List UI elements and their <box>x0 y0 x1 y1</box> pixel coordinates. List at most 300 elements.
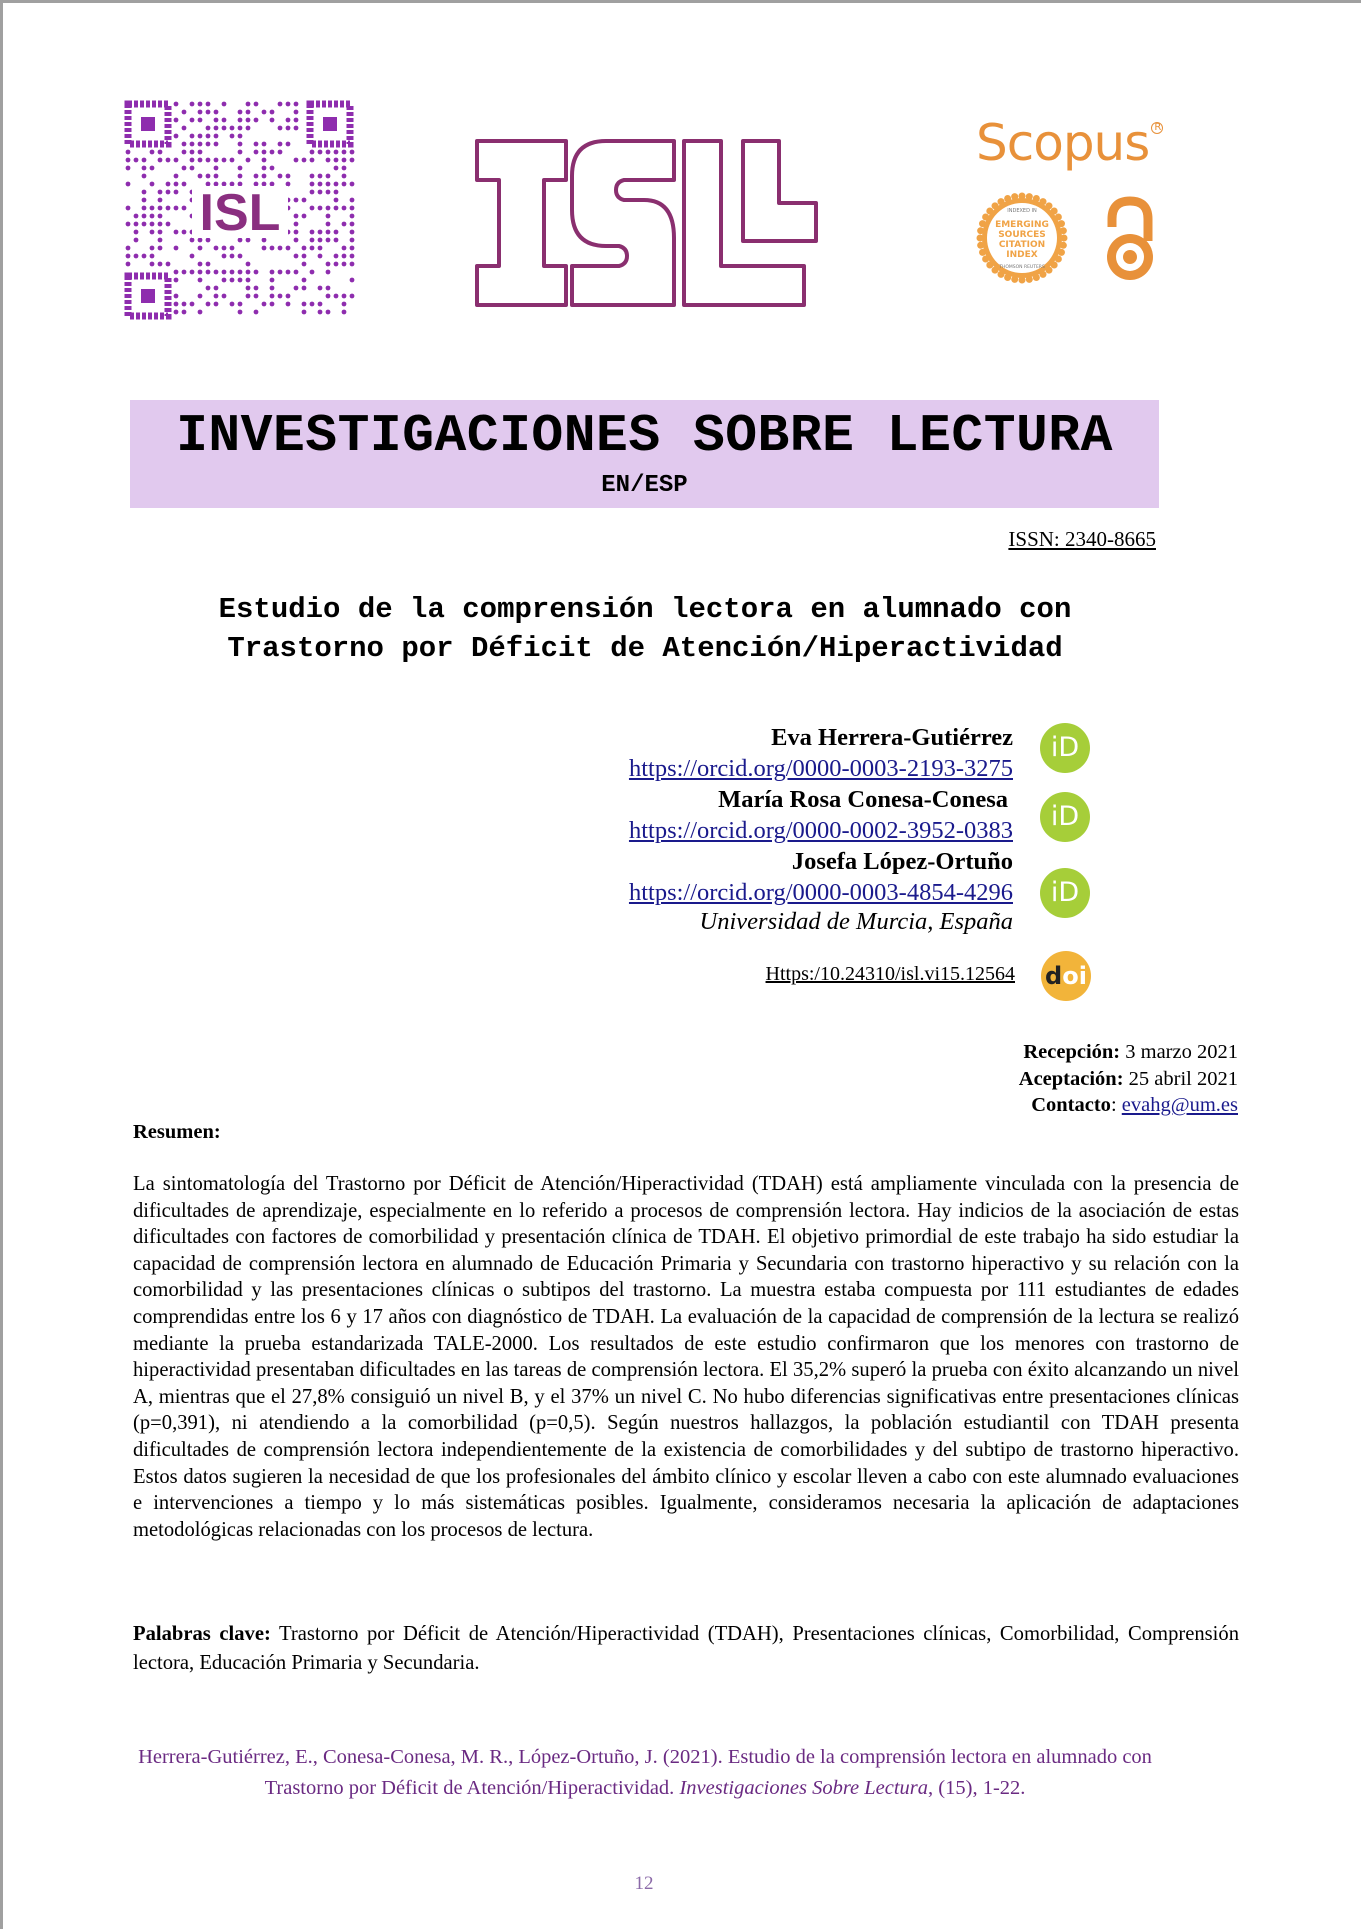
qr-module <box>174 246 179 251</box>
qr-module <box>142 174 147 179</box>
qr-module <box>350 222 355 227</box>
qr-module <box>246 126 251 131</box>
qr-module <box>214 246 219 251</box>
qr-module <box>150 230 155 235</box>
qr-module <box>254 150 259 155</box>
qr-module <box>286 302 291 307</box>
qr-module <box>318 150 323 155</box>
citation-journal: Investigaciones Sobre Lectura <box>679 1777 929 1799</box>
qr-module <box>334 150 339 155</box>
qr-module <box>326 214 331 219</box>
doi-icon[interactable] <box>1041 951 1091 1001</box>
qr-module <box>310 158 315 163</box>
keywords-label: Palabras clave: <box>133 1623 271 1645</box>
qr-module <box>174 206 179 211</box>
qr-module <box>342 246 347 251</box>
isl-logo <box>474 138 876 308</box>
qr-module <box>142 166 147 171</box>
qr-module <box>126 158 131 163</box>
qr-module <box>318 286 323 291</box>
qr-module <box>126 166 131 171</box>
qr-module <box>246 278 251 283</box>
qr-module <box>326 310 331 315</box>
qr-module <box>222 270 227 275</box>
qr-module <box>174 174 179 179</box>
citation-authors-title: Herrera-Gutiérrez, E., Conesa-Conesa, M. R., López-Ortuño, J. (2021). Estudio de la comprensión lectora en alumnado con Trastorno por Déficit de Atención/Hiperactividad. <box>138 1746 1152 1799</box>
qr-module <box>278 294 283 299</box>
qr-module <box>198 246 203 251</box>
abstract-text: La sintomatología del Trastorno por Déficit de Atención/Hiperactividad (TDAH) está ampliamente vinculada con la presencia de dificultades de aprendizaje, especialmente en lo referido a procesos de comprensión lectora. Hay indicios de la asociación de estas dificultades con factores de comorbilidad y presentación clínica de TDAH. El objetivo primordial de este trabajo ha sido estudiar la capacidad de comprensión lectora en alumnado de Educación Primaria y Secundaria con trastorno hiperactivo y su relación con la comorbilidad y las presentaciones clínicas o subtipos del trastorno. La muestra estaba compuesta por 111 estudiantes de edades comprendidas entre los 6 y 17 años con diagnóstico de TDAH. La evaluación de la capacidad de comprensión de la lectura se realizó mediante la prueba estandarizada TALE-2000. Los resultados de este estudio confirmaron que los menores con trastorno de hiperactividad presentaban dificultades en las tareas de comprensión lectora. El 35,2% superó la prueba con éxito alcanzando un nivel A, mientras que el 27,8% consiguió un nivel B, y el 37% un nivel C. No hubo diferencias significativas entre presentaciones clínicas (p=0,391), ni atendiendo a la comorbilidad (p=0,5). Según nuestros hallazgos, la población estudiantil con TDAH presenta dificultades de comprensión lectora independientemente de la existencia de comorbilidades y del subtipo de trastorno hiperactivo. Estos datos sugieren la necesidad de que los profesionales del ámbito clínico y escolar lleven a cabo con este alumnado evaluaciones e intervenciones a tiempo y lo más sistemáticas posibles. Igualmente, consideramos necesaria la aplicación de adaptaciones metodológicas relacionadas con los procesos de lectura. <box>133 1173 1239 1541</box>
esci-bottom-text: THOMSON REUTERS <box>999 265 1045 270</box>
qr-module <box>182 182 187 187</box>
qr-module <box>294 118 299 123</box>
qr-module <box>134 230 139 235</box>
qr-module <box>222 126 227 131</box>
qr-module <box>150 166 155 171</box>
qr-module <box>198 142 203 147</box>
qr-module <box>342 150 347 155</box>
qr-module <box>254 294 259 299</box>
qr-module <box>246 102 251 107</box>
qr-module <box>278 126 283 131</box>
qr-module <box>158 158 163 163</box>
qr-module <box>214 118 219 123</box>
qr-module <box>198 118 203 123</box>
orcid-link[interactable]: https://orcid.org/0000-0003-4854-4296 <box>628 879 1013 906</box>
author-name: Eva Herrera-Gutiérrez <box>771 724 1013 751</box>
qr-module <box>214 270 219 275</box>
author-2-orcid-row <box>629 815 1013 846</box>
journal-language: EN/ESP <box>601 472 688 499</box>
qr-module <box>246 294 251 299</box>
qr-module <box>302 262 307 267</box>
qr-module <box>318 246 323 251</box>
qr-module <box>294 286 299 291</box>
qr-module <box>222 294 227 299</box>
author-1 <box>629 722 1013 784</box>
qr-module <box>190 142 195 147</box>
qr-module <box>262 142 267 147</box>
qr-module <box>302 254 307 259</box>
qr-module <box>214 134 219 139</box>
qr-module <box>230 134 235 139</box>
qr-module <box>310 270 315 275</box>
qr-module <box>214 126 219 131</box>
qr-module <box>166 158 171 163</box>
qr-module <box>206 158 211 163</box>
qr-module <box>142 198 147 203</box>
qr-module <box>318 302 323 307</box>
qr-module <box>350 230 355 235</box>
qr-module <box>254 270 259 275</box>
qr-module <box>174 134 179 139</box>
qr-module <box>326 294 331 299</box>
author-name: María Rosa Conesa-Conesa <box>718 786 1008 813</box>
contact-email-link[interactable]: evahg@um.es <box>1121 1094 1238 1116</box>
qr-module <box>326 190 331 195</box>
qr-module <box>334 262 339 267</box>
qr-code-icon[interactable] <box>114 90 364 330</box>
scopus-logo <box>976 114 1161 172</box>
qr-module <box>254 310 259 315</box>
qr-module <box>262 166 267 171</box>
orcid-icon[interactable]: iD <box>1040 792 1090 842</box>
qr-module <box>302 310 307 315</box>
qr-module <box>270 166 275 171</box>
qr-module <box>246 262 251 267</box>
qr-module <box>350 198 355 203</box>
qr-module <box>230 278 235 283</box>
acceptance-date <box>1019 1068 1238 1091</box>
qr-module <box>206 302 211 307</box>
qr-module <box>294 254 299 259</box>
qr-module <box>126 182 131 187</box>
qr-module <box>206 286 211 291</box>
qr-module <box>318 230 323 235</box>
qr-module <box>230 126 235 131</box>
qr-module <box>166 222 171 227</box>
citation-issue: , (15), 1-22. <box>928 1777 1026 1799</box>
qr-module <box>190 254 195 259</box>
qr-module <box>142 254 147 259</box>
orcid-link[interactable]: https://orcid.org/0000-0003-2193-3275 <box>628 755 1013 782</box>
orcid-link[interactable]: https://orcid.org/0000-0002-3952-0383 <box>628 817 1013 844</box>
qr-module <box>174 294 179 299</box>
qr-module <box>294 158 299 163</box>
qr-module <box>222 102 227 107</box>
qr-module <box>158 262 163 267</box>
qr-module <box>182 150 187 155</box>
doi-icon-d: d <box>1045 962 1063 990</box>
qr-module <box>182 270 187 275</box>
qr-module <box>182 166 187 171</box>
qr-module <box>326 182 331 187</box>
open-access-lock-icon <box>1102 195 1158 285</box>
qr-module <box>278 142 283 147</box>
qr-module <box>310 246 315 251</box>
acceptance-value: 25 abril 2021 <box>1128 1068 1238 1090</box>
qr-module <box>294 110 299 115</box>
qr-module <box>190 270 195 275</box>
isl-logo-letter-small-l <box>743 141 816 241</box>
journal-title: INVESTIGACIONES SOBRE LECTURA <box>176 406 1113 466</box>
qr-module <box>318 190 323 195</box>
qr-module <box>342 222 347 227</box>
qr-module <box>182 206 187 211</box>
qr-module <box>190 150 195 155</box>
qr-module <box>334 238 339 243</box>
author-name: Josefa López-Ortuño <box>791 848 1013 875</box>
qr-module <box>342 206 347 211</box>
qr-module <box>142 158 147 163</box>
qr-module <box>310 230 315 235</box>
scopus-label: Scopus <box>976 114 1150 172</box>
qr-module <box>326 230 331 235</box>
doi-link[interactable]: Https:/10.24310/isl.vi15.12564 <box>765 963 1015 985</box>
qr-module <box>214 286 219 291</box>
qr-module <box>254 142 259 147</box>
qr-module <box>230 254 235 259</box>
contact: Contacto: evahg@um.es <box>1031 1094 1238 1116</box>
qr-module <box>318 238 323 243</box>
qr-module <box>286 126 291 131</box>
qr-module <box>198 150 203 155</box>
reception-value: 3 marzo 2021 <box>1125 1041 1238 1063</box>
qr-module <box>326 158 331 163</box>
qr-module <box>278 246 283 251</box>
qr-module <box>270 270 275 275</box>
qr-module <box>238 270 243 275</box>
citation <box>120 1742 1170 1804</box>
qr-isl-label: ISL <box>199 184 281 242</box>
qr-module <box>174 302 179 307</box>
qr-module <box>214 174 219 179</box>
qr-module <box>318 310 323 315</box>
qr-module <box>238 110 243 115</box>
qr-module <box>350 238 355 243</box>
qr-module <box>198 262 203 267</box>
acceptance-label: Aceptación: <box>1018 1068 1124 1090</box>
qr-module <box>318 182 323 187</box>
qr-module <box>126 206 131 211</box>
qr-module <box>270 294 275 299</box>
qr-module <box>350 294 355 299</box>
qr-module <box>262 302 267 307</box>
qr-module <box>270 110 275 115</box>
qr-module <box>182 110 187 115</box>
contact-label: Contacto <box>1031 1094 1111 1116</box>
qr-module <box>270 278 275 283</box>
qr-module <box>270 246 275 251</box>
qr-module <box>270 302 275 307</box>
reception-label: Recepción: <box>1023 1041 1121 1063</box>
qr-module <box>206 142 211 147</box>
qr-module <box>254 118 259 123</box>
qr-module <box>334 166 339 171</box>
qr-module <box>350 246 355 251</box>
qr-module <box>134 214 139 219</box>
qr-module <box>222 158 227 163</box>
qr-module <box>246 158 251 163</box>
qr-module <box>334 158 339 163</box>
qr-module <box>246 118 251 123</box>
qr-module <box>238 126 243 131</box>
qr-module <box>134 222 139 227</box>
qr-module <box>182 142 187 147</box>
qr-module <box>174 270 179 275</box>
qr-module <box>206 110 211 115</box>
qr-module <box>166 262 171 267</box>
qr-module <box>302 302 307 307</box>
esci-line-1: EMERGING <box>995 220 1049 230</box>
qr-module <box>174 230 179 235</box>
qr-module <box>310 150 315 155</box>
qr-module <box>126 254 131 259</box>
qr-module <box>198 158 203 163</box>
qr-module <box>254 102 259 107</box>
qr-module <box>214 294 219 299</box>
qr-module <box>238 278 243 283</box>
qr-module <box>286 246 291 251</box>
qr-module <box>206 270 211 275</box>
qr-module <box>214 166 219 171</box>
qr-module <box>174 102 179 107</box>
qr-module <box>342 166 347 171</box>
article-title-line-1: Estudio de la comprensión lectora en alumnado con <box>218 593 1072 626</box>
qr-module <box>350 158 355 163</box>
qr-module <box>222 118 227 123</box>
qr-module <box>238 174 243 179</box>
qr-module <box>342 262 347 267</box>
qr-module <box>238 254 243 259</box>
qr-module <box>318 206 323 211</box>
qr-module <box>150 206 155 211</box>
qr-module <box>254 174 259 179</box>
registered-icon: R <box>1151 122 1163 134</box>
qr-module <box>302 198 307 203</box>
isl-logo-letter-i <box>477 141 566 305</box>
qr-module <box>350 214 355 219</box>
qr-module <box>158 222 163 227</box>
orcid-icon[interactable]: iD <box>1040 868 1090 918</box>
qr-module <box>198 174 203 179</box>
qr-module <box>350 262 355 267</box>
qr-module <box>214 110 219 115</box>
qr-module <box>230 302 235 307</box>
qr-module <box>294 102 299 107</box>
doi-icon-oi: oi <box>1062 962 1087 990</box>
keywords-text: Trastorno por Déficit de Atención/Hiperactividad (TDAH), Presentaciones clínicas, Comorbilidad, Comprensión lectora, Educación Primaria y Secundaria. <box>133 1623 1239 1674</box>
qr-module <box>126 222 131 227</box>
qr-module <box>206 126 211 131</box>
qr-module <box>318 254 323 259</box>
qr-module <box>302 278 307 283</box>
qr-module <box>150 262 155 267</box>
qr-module <box>190 134 195 139</box>
qr-module <box>326 222 331 227</box>
qr-module <box>166 206 171 211</box>
abstract-heading: Resumen: <box>133 1121 221 1143</box>
qr-module <box>230 158 235 163</box>
qr-module <box>286 270 291 275</box>
qr-module <box>158 230 163 235</box>
qr-module <box>334 206 339 211</box>
qr-module <box>262 174 267 179</box>
qr-module <box>302 286 307 291</box>
qr-module <box>214 142 219 147</box>
qr-module <box>150 254 155 259</box>
author-2 <box>718 784 1008 815</box>
qr-module <box>198 134 203 139</box>
qr-module <box>166 182 171 187</box>
qr-module <box>174 158 179 163</box>
qr-module <box>334 254 339 259</box>
esci-badge-icon <box>976 192 1068 284</box>
qr-module <box>286 102 291 107</box>
qr-module <box>142 214 147 219</box>
qr-module <box>238 166 243 171</box>
qr-module <box>310 238 315 243</box>
qr-module <box>206 134 211 139</box>
qr-module <box>198 294 203 299</box>
qr-module <box>190 158 195 163</box>
qr-module <box>238 142 243 147</box>
qr-module <box>190 302 195 307</box>
qr-module <box>150 246 155 251</box>
qr-module <box>174 310 179 315</box>
qr-module <box>342 310 347 315</box>
keywords <box>133 1620 1239 1678</box>
page-number: 12 <box>634 1873 654 1894</box>
qr-module <box>182 230 187 235</box>
qr-module <box>158 238 163 243</box>
qr-module <box>246 286 251 291</box>
qr-module <box>198 310 203 315</box>
qr-module <box>182 310 187 315</box>
qr-module <box>238 302 243 307</box>
qr-module <box>158 150 163 155</box>
qr-module <box>238 150 243 155</box>
qr-module <box>334 190 339 195</box>
reception-date <box>1023 1041 1238 1064</box>
author-3 <box>629 846 1013 908</box>
qr-module <box>310 206 315 211</box>
qr-module <box>246 110 251 115</box>
qr-module <box>350 150 355 155</box>
qr-module <box>238 118 243 123</box>
qr-module <box>158 206 163 211</box>
qr-module <box>270 286 275 291</box>
qr-module <box>126 262 131 267</box>
qr-module <box>222 246 227 251</box>
qr-module <box>286 174 291 179</box>
qr-module <box>230 270 235 275</box>
qr-module <box>198 102 203 107</box>
qr-module <box>294 198 299 203</box>
qr-module <box>350 206 355 211</box>
qr-module <box>206 262 211 267</box>
qr-module <box>142 222 147 227</box>
qr-module <box>350 278 355 283</box>
qr-module <box>174 118 179 123</box>
qr-module <box>294 230 299 235</box>
qr-module <box>158 246 163 251</box>
qr-module <box>350 182 355 187</box>
qr-module <box>278 174 283 179</box>
orcid-icon[interactable]: iD <box>1040 723 1090 773</box>
qr-module <box>182 302 187 307</box>
qr-module <box>326 150 331 155</box>
qr-module <box>126 246 131 251</box>
qr-module <box>158 190 163 195</box>
issn-link[interactable]: ISSN: 2340-8665 <box>1008 527 1156 551</box>
journal-banner <box>130 400 1159 508</box>
qr-module <box>166 190 171 195</box>
qr-module <box>262 158 267 163</box>
qr-module <box>326 286 331 291</box>
qr-module <box>310 182 315 187</box>
qr-module <box>286 182 291 187</box>
qr-module <box>174 278 179 283</box>
qr-module <box>222 254 227 259</box>
qr-module <box>214 158 219 163</box>
qr-module <box>158 214 163 219</box>
qr-module <box>238 310 243 315</box>
qr-module <box>246 270 251 275</box>
isl-logo-letter-s <box>572 141 674 305</box>
qr-module <box>326 174 331 179</box>
qr-module <box>278 150 283 155</box>
